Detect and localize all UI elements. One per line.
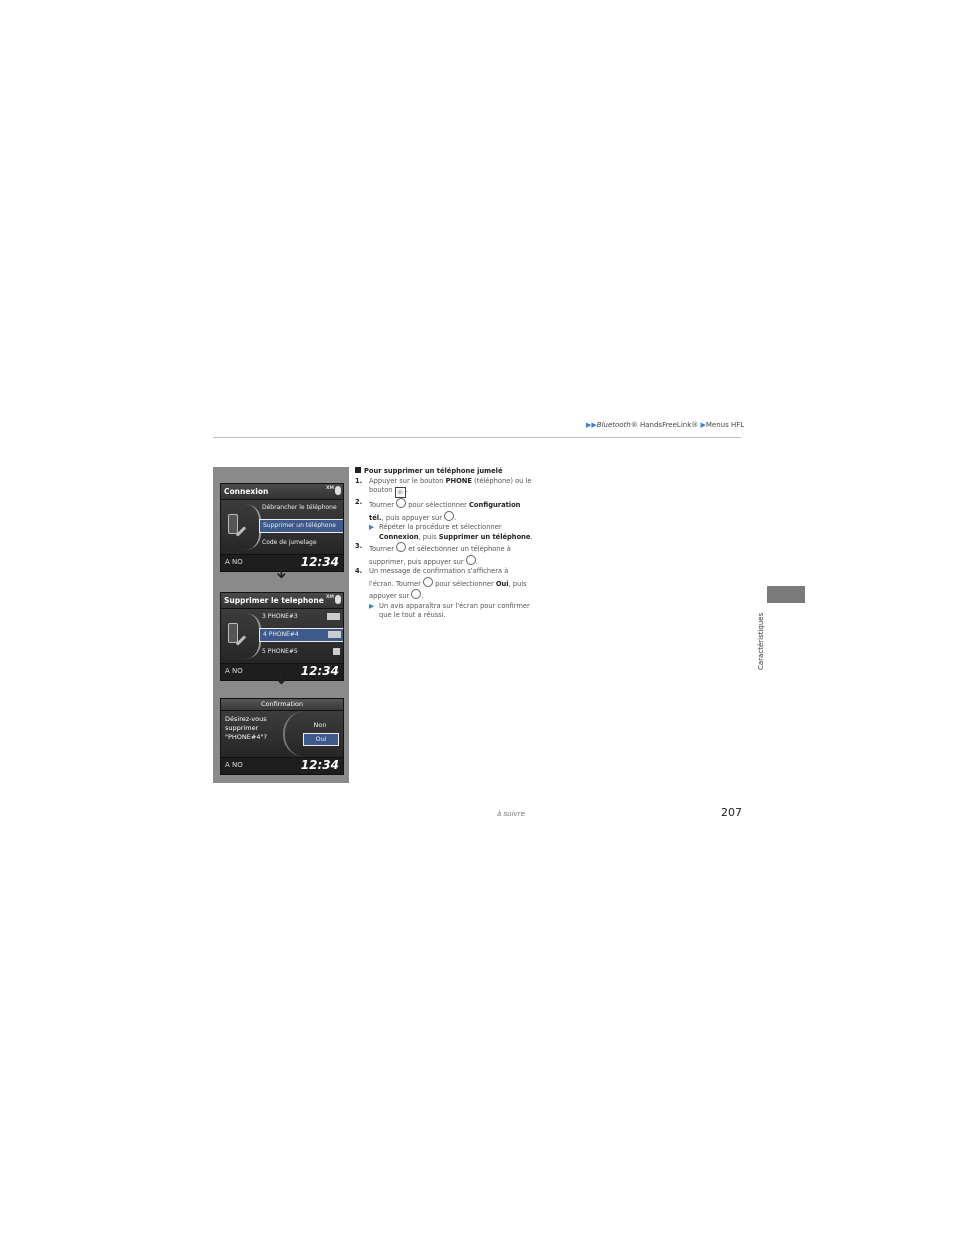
down-arrow-icon: ↓ (273, 665, 290, 689)
step-2-note: ▶ Répéter la procédure et sélectionner Connexion, puis Supprimer un téléphone. (369, 523, 533, 541)
clock: 12:34 (300, 758, 339, 772)
clock: 12:34 (300, 664, 339, 678)
phone-list-item[interactable]: 3 PHONE#3 (259, 611, 342, 623)
phone-status-icon (327, 613, 340, 620)
screen-body (221, 500, 343, 554)
breadcrumb-arrow-icon: ▶▶ (586, 421, 597, 429)
screen-header (221, 593, 343, 609)
square-bullet-icon (355, 467, 361, 473)
option-non[interactable]: Non (313, 721, 327, 729)
section-tab (767, 586, 805, 603)
status-bar (221, 757, 343, 774)
confirm-body (221, 711, 343, 757)
breadcrumb (586, 421, 744, 429)
breadcrumb-handsfreelink: ® HandsFreeLink® (630, 421, 699, 429)
phone-button-label: PHONE (445, 476, 472, 485)
status-audio: A NO (225, 667, 243, 675)
step-2: 2. Tourner pour sélectionner Configuration tél., puis appuyer sur . (355, 498, 521, 522)
instructions (355, 467, 535, 621)
step-number: 4. (355, 567, 363, 575)
screen-title: Supprimer le telephone (224, 596, 324, 605)
breadcrumb-arrow-icon: ▶ (700, 421, 706, 429)
press-knob-icon (444, 511, 454, 521)
section-tab-text: Caractéristiques (757, 612, 765, 670)
screen-header (221, 484, 343, 500)
signal-icon: XM (326, 486, 341, 495)
press-knob-icon (411, 589, 421, 599)
screenshot-column (213, 467, 349, 783)
screen-body (221, 609, 343, 663)
selector-knob-icon (396, 498, 406, 508)
step-number: 3. (355, 542, 363, 550)
page-number: 207 (721, 806, 742, 819)
step-1: 1. Appuyer sur le bouton PHONE (téléphone) ou le bouton ☏ . (355, 476, 532, 496)
phone-status-icon (333, 648, 340, 655)
option-oui[interactable]: Oui (303, 733, 339, 746)
menu-item[interactable]: Débrancher le téléphone (262, 504, 337, 511)
breadcrumb-menus-hfl: Menus HFL (705, 421, 745, 429)
step-4-note: ▶ Un avis apparaîtra sur l'écran pour confirmer que le tout a réussi. (369, 601, 530, 619)
screen-title: Connexion (224, 487, 269, 496)
selector-knob-icon (423, 577, 433, 587)
instructions-heading: Pour supprimer un téléphone jumelé (355, 467, 535, 477)
status-audio: A NO (225, 761, 243, 769)
bluetooth-icon (335, 595, 341, 604)
phone-icon (228, 623, 238, 643)
signal-icon: XM (326, 595, 341, 604)
phone-button-icon: ☏ (396, 489, 404, 496)
selector-knob-icon (396, 542, 406, 552)
dial-arc (283, 711, 305, 757)
note-arrow-icon: ▶ (369, 523, 375, 531)
breadcrumb-bluetooth: Bluetooth (596, 421, 631, 429)
confirm-question: Désirez-vous supprimer "PHONE#4"? (225, 715, 267, 741)
menu-item[interactable]: Code de jumelage (262, 539, 317, 546)
step-number: 2. (355, 498, 363, 506)
screen-confirmation (220, 698, 344, 775)
header-divider (213, 437, 741, 438)
step-3: 3. Tourner et sélectionner un téléphone à supprimer, puis appuyer sur . (355, 542, 511, 566)
press-knob-icon (466, 555, 476, 565)
confirm-title: Confirmation (221, 699, 343, 711)
menu-item-selected[interactable]: Supprimer un téléphone (259, 519, 344, 533)
bluetooth-icon (335, 486, 341, 495)
step-number: 1. (355, 476, 363, 485)
continued-label: à suivre (497, 810, 525, 818)
phone-list-item-selected[interactable]: 4 PHONE#4 (259, 628, 344, 642)
section-tab-label (755, 608, 771, 678)
note-arrow-icon: ▶ (369, 601, 375, 610)
status-audio: A NO (225, 558, 243, 566)
clock: 12:34 (300, 555, 339, 569)
phone-icon (228, 514, 238, 534)
phone-list-item[interactable]: 5 PHONE#5 (259, 646, 342, 658)
phone-status-icon (328, 631, 341, 638)
step-4: 4. Un message de confirmation s'affichera à l'écran. Tourner pour sélectionner Oui, puis appuyer sur . (355, 567, 527, 600)
down-arrow-icon: ↓ (273, 559, 290, 583)
